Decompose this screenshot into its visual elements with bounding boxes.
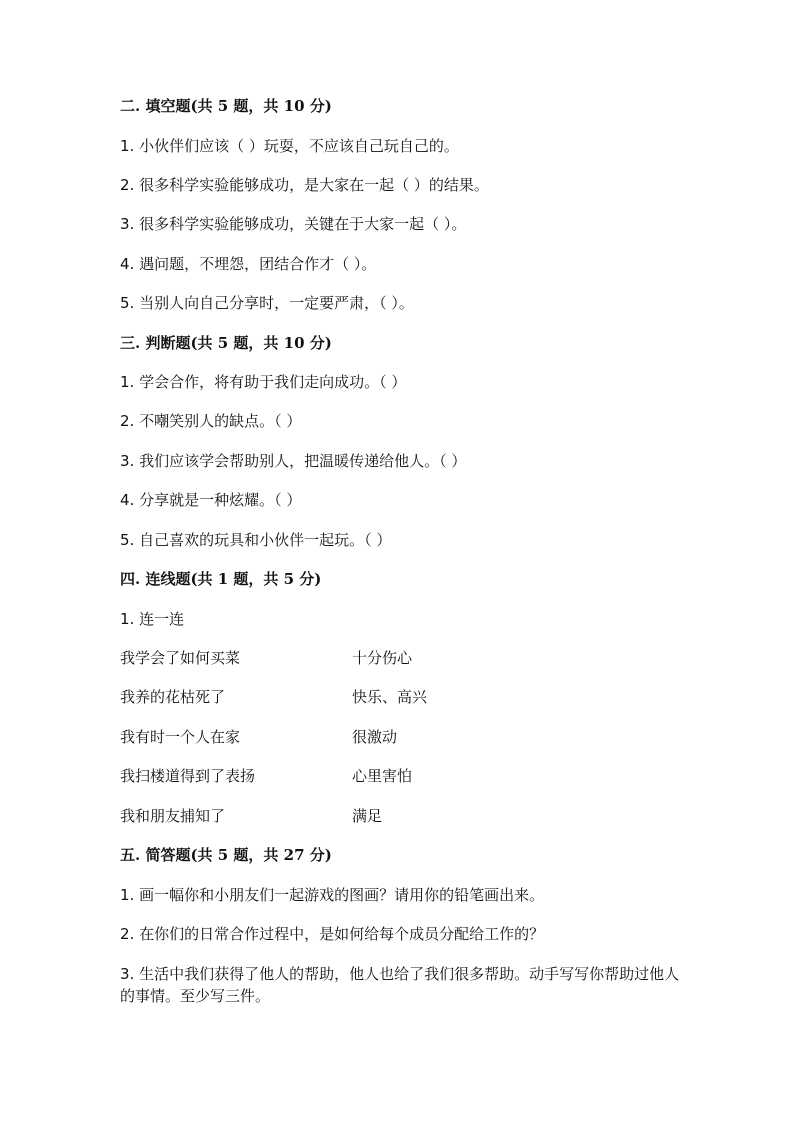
matching-right-item: 很激动 <box>352 728 398 746</box>
true-false-question-1: 1. 学会合作，将有助于我们走向成功。（ ） <box>120 373 407 391</box>
matching-left-item: 我有时一个人在家 <box>120 728 241 746</box>
true-false-question-4: 4. 分享就是一种炫耀。（ ） <box>120 491 302 509</box>
section-3-heading: 三. 判断题(共 5 题，共 10 分) <box>120 334 332 352</box>
section-5-heading: 五. 简答题(共 5 题，共 27 分) <box>120 846 332 864</box>
fill-blank-question-4: 4. 遇问题，不埋怨，团结合作才（ ）。 <box>120 255 377 273</box>
short-answer-question-3: 3. 生活中我们获得了他人的帮助，他人也给了我们很多帮助。动手写写你帮助过他人的事情。至少写三件。 <box>120 965 680 1005</box>
true-false-question-2: 2. 不嘲笑别人的缺点。（ ） <box>120 412 302 430</box>
fill-blank-question-5: 5. 当别人向自己分享时，一定要严肃，（ ）。 <box>120 294 414 312</box>
true-false-question-3: 3. 我们应该学会帮助别人，把温暖传递给他人。（ ） <box>120 452 467 470</box>
matching-question-1: 1. 连一连 <box>120 610 185 628</box>
fill-blank-question-1: 1. 小伙伴们应该（ ）玩耍，不应该自己玩自己的。 <box>120 137 459 155</box>
matching-right-item: 满足 <box>352 807 383 825</box>
matching-right-item: 快乐、高兴 <box>352 688 428 706</box>
matching-right-item: 心里害怕 <box>352 767 413 785</box>
section-4-heading: 四. 连线题(共 1 题，共 5 分) <box>120 570 322 588</box>
matching-left-item: 我学会了如何买菜 <box>120 649 241 667</box>
matching-left-item: 我和朋友捕知了 <box>120 807 226 825</box>
fill-blank-question-3: 3. 很多科学实验能够成功，关键在于大家一起（ ）。 <box>120 215 467 233</box>
section-2-heading: 二. 填空题(共 5 题，共 10 分) <box>120 97 332 115</box>
short-answer-question-1: 1. 画一幅你和小朋友们一起游戏的图画？请用你的铅笔画出来。 <box>120 886 545 904</box>
matching-left-item: 我养的花枯死了 <box>120 688 226 706</box>
fill-blank-question-2: 2. 很多科学实验能够成功，是大家在一起（ ）的结果。 <box>120 176 489 194</box>
matching-left-item: 我扫楼道得到了表扬 <box>120 767 256 785</box>
matching-right-item: 十分伤心 <box>352 649 413 667</box>
short-answer-question-2: 2. 在你们的日常合作过程中，是如何给每个成员分配给工作的？ <box>120 925 545 943</box>
true-false-question-5: 5. 自己喜欢的玩具和小伙伴一起玩。（ ） <box>120 531 392 549</box>
